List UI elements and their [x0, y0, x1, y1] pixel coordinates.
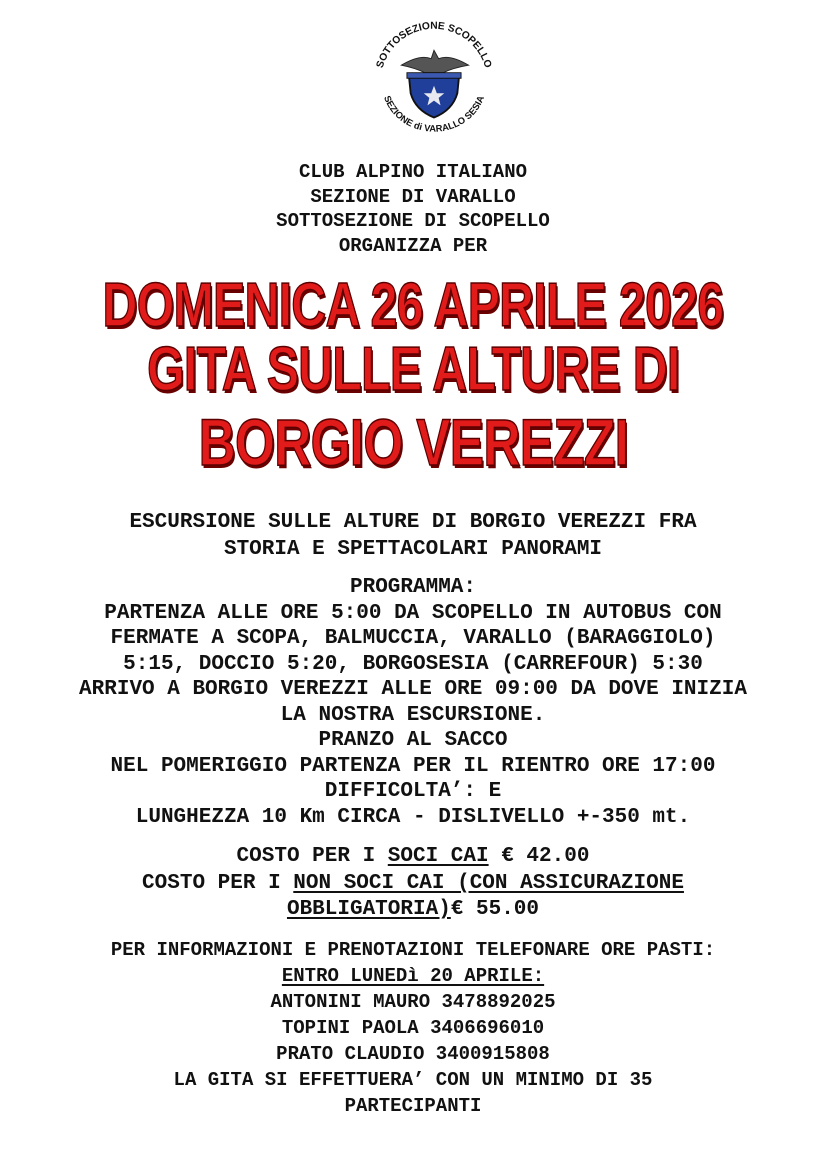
program-line: LA NOSTRA ESCURSIONE. — [280, 703, 546, 727]
member-price: € 42.00 — [488, 845, 590, 868]
cai-scopello-logo — [364, 12, 504, 152]
note-line: PARTECIPANTI — [344, 1095, 482, 1117]
program — [0, 575, 826, 830]
program-line: PRANZO AL SACCO — [318, 729, 508, 752]
nonmember-label: OBBLIGATORIA) — [286, 898, 451, 921]
program-line: ARRIVO A BORGIO VEREZZI ALLE ORE 09:00 DA DOVE INIZIA — [79, 678, 747, 701]
program-heading: PROGRAMMA: — [349, 576, 477, 599]
subtitle-line: STORIA E SPETTACOLARI PANORAMI — [223, 538, 603, 561]
title-line: DOMENICA 26 APRILE 2026 — [102, 271, 724, 340]
event-date-title — [0, 270, 826, 341]
header-line: SOTTOSEZIONE DI SCOPELLO — [276, 210, 550, 232]
contact: ANTONINI MAURO 3478892025 — [270, 991, 556, 1013]
costs — [0, 844, 826, 924]
svg-text:SEZIONE di VARALLO SESIA: SEZIONE di VARALLO SESIA — [382, 94, 486, 134]
member-cost — [0, 844, 826, 871]
program-line: NEL POMERIGGIO PARTENZA PER IL RIENTRO ORE 17:00 — [110, 754, 716, 778]
info-intro: PER INFORMAZIONI E PRENOTAZIONI TELEFONARE ORE PASTI: — [110, 939, 716, 961]
header-line: CLUB ALPINO ITALIANO — [298, 161, 528, 183]
event-title — [0, 334, 826, 405]
contact: TOPINI PAOLA 3406696010 — [281, 1017, 545, 1039]
svg-text:SOTTOSEZIONE SCOPELLO: SOTTOSEZIONE SCOPELLO — [374, 20, 494, 70]
organizer-header — [0, 160, 826, 258]
cost-prefix: COSTO PER I — [142, 871, 294, 895]
program-line: 5:15, DOCCIO 5:20, BORGOSESIA (CARREFOUR) 5:30 — [123, 652, 703, 676]
header-line: SEZIONE DI VARALLO — [310, 185, 516, 208]
title-line: BORGIO VEREZZI — [198, 405, 628, 479]
program-line: DIFFICOLTA’: E — [324, 780, 502, 803]
contact: PRATO CLAUDIO 3400915808 — [276, 1043, 550, 1065]
deadline-text: ENTRO LUNEDì 20 APRILE: — [281, 965, 545, 987]
event-location-title — [0, 404, 826, 480]
nonmember-label: NON SOCI CAI (CON ASSICURAZIONE — [293, 871, 684, 895]
program-line: PARTENZA ALLE ORE 5:00 DA SCOPELLO IN AUTOBUS CON — [104, 601, 722, 625]
deadline — [0, 963, 826, 989]
subtitle-line: ESCURSIONE SULLE ALTURE DI BORGIO VEREZZI FRA — [129, 511, 697, 534]
member-label: SOCI CAI — [387, 845, 489, 868]
nonmember-cost-cont — [0, 897, 826, 924]
nonmember-cost — [0, 871, 826, 898]
note-line: LA GITA SI EFFETTUERA’ CON UN MINIMO DI 35 — [173, 1069, 653, 1091]
subtitle — [0, 509, 826, 563]
program-line: FERMATE A SCOPA, BALMUCCIA, VARALLO (BARAGGIOLO) — [110, 627, 716, 650]
cost-prefix: COSTO PER I — [236, 845, 388, 868]
title-line: GITA SULLE ALTURE DI — [146, 335, 680, 404]
nonmember-price: € 55.00 — [450, 898, 540, 921]
header-line: ORGANIZZA PER — [338, 234, 488, 257]
contact-info — [0, 937, 826, 1119]
program-line: LUNGHEZZA 10 Km CIRCA - DISLIVELLO +-350 mt. — [135, 805, 691, 829]
